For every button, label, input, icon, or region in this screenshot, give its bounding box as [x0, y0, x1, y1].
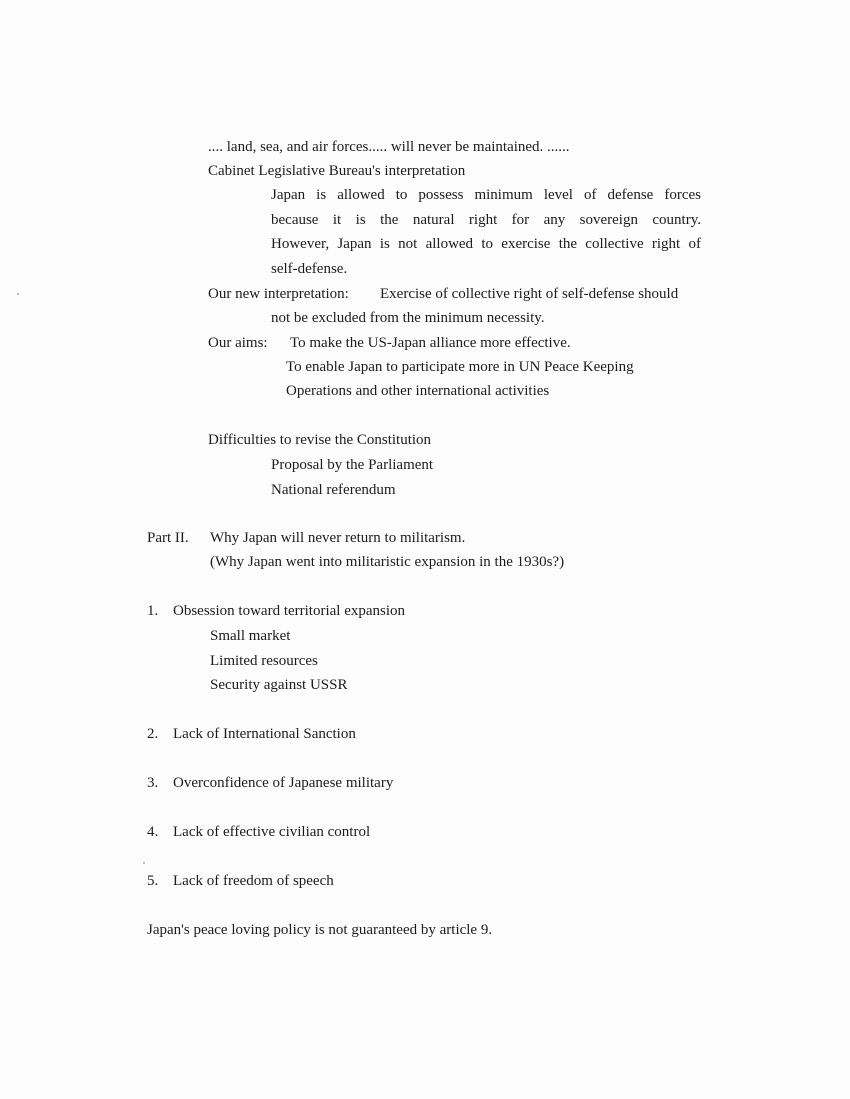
point-text: Obsession toward territorial expansion — [173, 603, 406, 619]
sub-point: Security against USSR — [210, 677, 348, 693]
point-text: Lack of freedom of speech — [173, 873, 334, 889]
point-number: 3. — [147, 775, 159, 791]
cabinet-line: Japan is allowed to possess minimum level of defense forces — [271, 187, 701, 203]
article-quote: .... land, sea, and air forces..... will never be maintained. ...... — [208, 139, 570, 155]
cabinet-heading: Cabinet Legislative Bureau's interpretation — [208, 163, 466, 179]
difficulty-item: Proposal by the Parliament — [271, 457, 434, 473]
point-text: Lack of International Sanction — [173, 726, 356, 742]
point-text: Lack of effective civilian control — [173, 824, 371, 840]
point-number: 1. — [147, 603, 159, 619]
cabinet-line: However, Japan is not allowed to exercise the collective right of — [271, 236, 701, 252]
aims-label: Our aims: — [208, 335, 268, 351]
new-interpretation-label: Our new interpretation: — [208, 286, 349, 302]
aim-item: To make the US-Japan alliance more effective. — [290, 335, 571, 351]
cabinet-line: self-defense. — [271, 261, 348, 277]
scan-speck — [143, 862, 145, 864]
part2-subtitle: (Why Japan went into militaristic expansion in the 1930s?) — [210, 554, 565, 570]
aim-item-continuation: Operations and other international activities — [286, 383, 550, 399]
point-number: 5. — [147, 873, 159, 889]
new-interpretation-text: Exercise of collective right of self-defense should — [380, 286, 679, 302]
point-number: 2. — [147, 726, 159, 742]
point-text: Overconfidence of Japanese military — [173, 775, 394, 791]
new-interpretation-continuation: not be excluded from the minimum necessity. — [271, 310, 545, 326]
scan-speck — [17, 293, 19, 295]
sub-point: Small market — [210, 628, 291, 644]
cabinet-line: because it is the natural right for any sovereign country. — [271, 212, 701, 228]
conclusion: Japan's peace loving policy is not guaranteed by article 9. — [147, 922, 493, 938]
difficulty-item: National referendum — [271, 482, 396, 498]
part2-title: Why Japan will never return to militarism. — [210, 530, 466, 546]
aim-item: To enable Japan to participate more in UN Peace Keeping — [286, 359, 634, 375]
difficulties-heading: Difficulties to revise the Constitution — [208, 432, 432, 448]
part2-label: Part II. — [147, 530, 189, 546]
sub-point: Limited resources — [210, 653, 318, 669]
point-number: 4. — [147, 824, 159, 840]
